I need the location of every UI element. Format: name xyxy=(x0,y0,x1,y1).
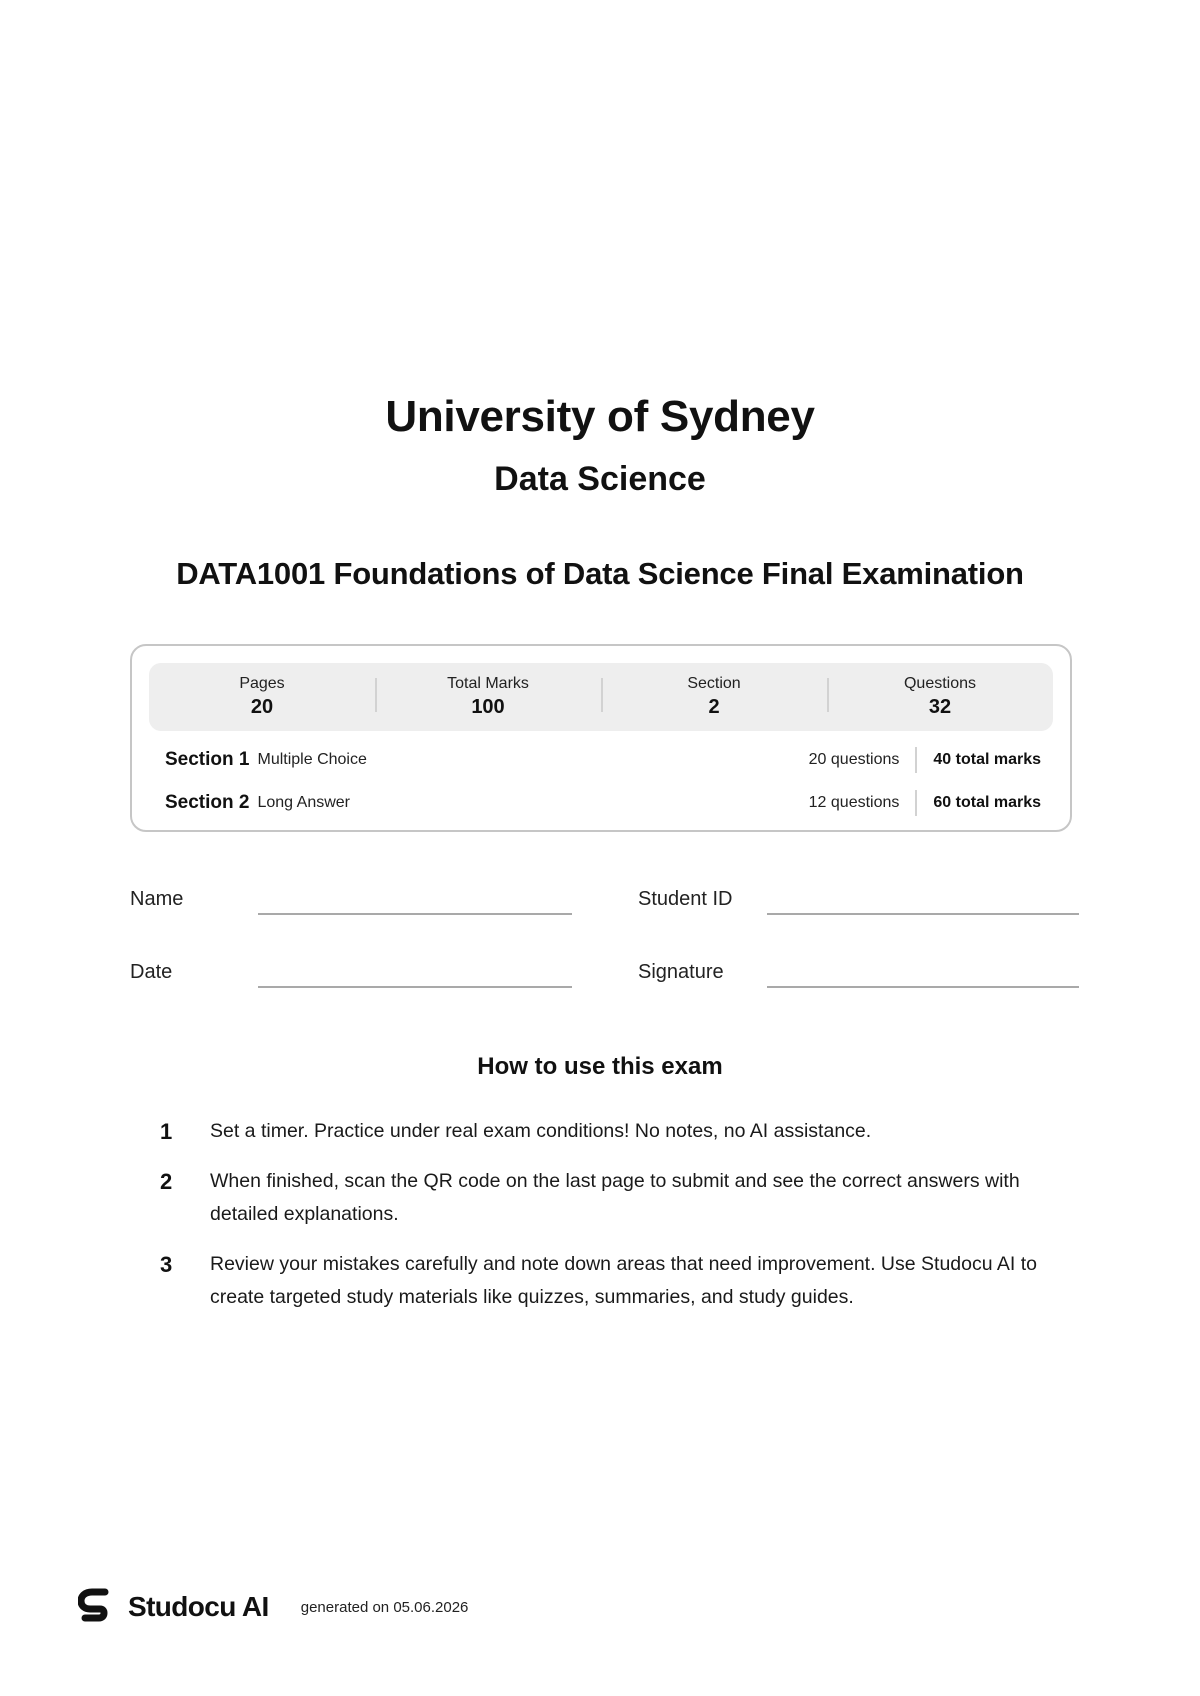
date-field[interactable] xyxy=(258,986,572,988)
section-question-count: 12 questions xyxy=(808,794,900,811)
stat-total-marks xyxy=(375,674,601,720)
step-text: Set a timer. Practice under real exam conditions! No notes, no AI assistance. xyxy=(210,1120,872,1142)
step-number: 2 xyxy=(160,1169,173,1194)
signature-label: Signature xyxy=(638,961,724,983)
section-row-1 xyxy=(165,746,1041,774)
section-meta xyxy=(809,790,1041,816)
stat-label: Pages xyxy=(239,675,285,692)
studocu-logo-icon xyxy=(78,1588,114,1626)
list-item xyxy=(160,1165,1060,1231)
stat-pages xyxy=(149,674,375,720)
stat-questions xyxy=(827,674,1053,720)
howto-steps-list xyxy=(160,1115,1060,1331)
stat-label: Total Marks xyxy=(447,675,529,692)
list-item xyxy=(160,1115,1060,1148)
exam-title: DATA1001 Foundations of Data Science Final Examination xyxy=(176,556,1024,591)
stat-label: Section xyxy=(687,675,741,692)
exam-stats-bar xyxy=(149,663,1053,731)
section-marks: 60 total marks xyxy=(933,794,1041,811)
howto-title: How to use this exam xyxy=(477,1053,723,1080)
student-id-field[interactable] xyxy=(767,913,1079,915)
date-label: Date xyxy=(130,961,173,983)
generated-date: generated on 05.06.2026 xyxy=(300,1598,469,1616)
step-text: When finished, scan the QR code on the last page to submit and see the correct answers with detailed explanations. xyxy=(210,1170,1020,1225)
stat-value: 100 xyxy=(471,696,505,718)
section-marks: 40 total marks xyxy=(933,751,1041,768)
stat-label: Questions xyxy=(903,675,977,692)
list-item xyxy=(160,1248,1060,1314)
stat-value: 32 xyxy=(928,696,952,718)
section-question-count: 20 questions xyxy=(808,751,900,768)
university-title: University of Sydney xyxy=(385,392,815,441)
exam-summary-card xyxy=(130,644,1072,832)
name-field[interactable] xyxy=(258,913,572,915)
section-type: Long Answer xyxy=(257,794,350,811)
brand-name: Studocu AI xyxy=(128,1591,269,1622)
section-name: Section 1 xyxy=(165,749,250,770)
student-id-label: Student ID xyxy=(638,888,733,910)
step-number: 3 xyxy=(160,1252,173,1277)
step-text: Review your mistakes carefully and note down areas that need improvement. Use Studocu AI to create targeted study materials like quizzes, summaries, and study guides. xyxy=(210,1253,1038,1308)
footer xyxy=(78,1587,468,1627)
signature-field[interactable] xyxy=(767,986,1079,988)
subject-title: Data Science xyxy=(494,460,706,498)
section-meta xyxy=(809,747,1041,773)
stat-value: 20 xyxy=(250,696,274,718)
section-row-2 xyxy=(165,789,1041,817)
section-name: Section 2 xyxy=(165,792,250,813)
step-number: 1 xyxy=(160,1119,173,1144)
section-type: Multiple Choice xyxy=(257,751,367,768)
stat-sections xyxy=(601,674,827,720)
stat-value: 2 xyxy=(708,696,720,718)
name-label: Name xyxy=(130,888,184,910)
